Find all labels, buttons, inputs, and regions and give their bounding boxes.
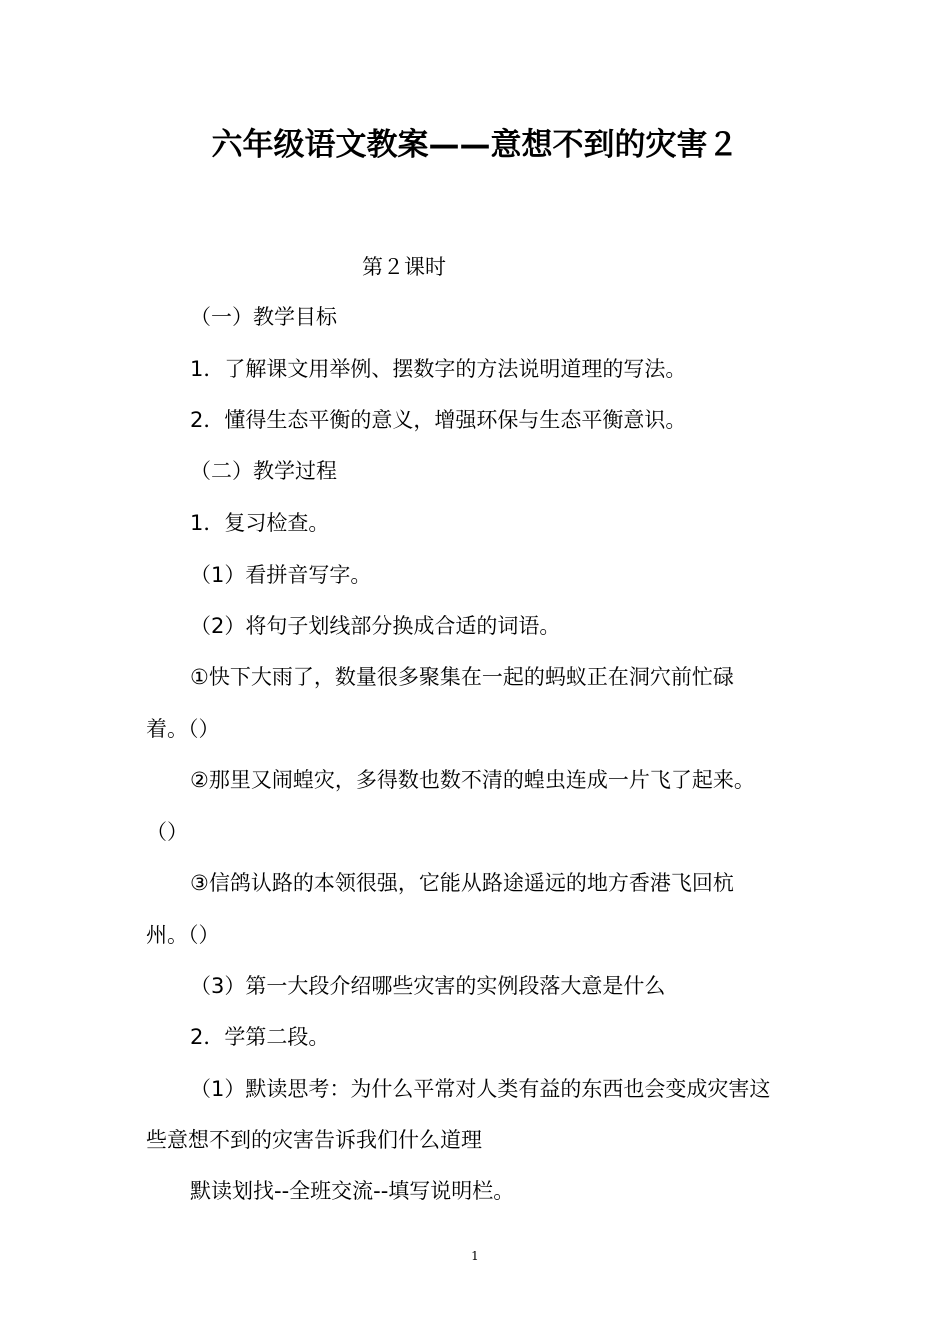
exercise-sentence: ②那里又闹蝗灾，多得数也数不清的蝗虫连成一片飞了起来。 bbox=[190, 768, 755, 792]
exercise-sentence: ①快下大雨了，数量很多聚集在一起的蚂蚁正在洞穴前忙碌 bbox=[190, 665, 734, 689]
page-number: 1 bbox=[471, 1249, 479, 1263]
section-heading-process: （二）教学过程 bbox=[190, 459, 337, 483]
process-substep-continued: 些意想不到的灾害告诉我们什么道理 bbox=[146, 1128, 482, 1152]
activity-line: 默读划找--全班交流--填写说明栏。 bbox=[190, 1179, 515, 1203]
process-substep: （1）看拼音写字。 bbox=[190, 563, 372, 587]
process-step: 2．学第二段。 bbox=[190, 1025, 330, 1049]
document-title: 六年级语文教案——意想不到的灾害２ bbox=[211, 127, 739, 163]
exercise-sentence-continued: 着。（） bbox=[146, 717, 220, 741]
process-substep: （3）第一大段介绍哪些灾害的实例段落大意是什么 bbox=[190, 974, 666, 998]
section-heading-objectives: （一）教学目标 bbox=[190, 305, 337, 329]
objective-item: 2．懂得生态平衡的意义，增强环保与生态平衡意识。 bbox=[190, 408, 687, 432]
exercise-sentence-continued: （） bbox=[146, 820, 188, 844]
process-substep: （1）默读思考：为什么平常对人类有益的东西也会变成灾害这 bbox=[190, 1077, 771, 1101]
process-step: 1．复习检查。 bbox=[190, 511, 330, 535]
exercise-sentence-continued: 州。（） bbox=[146, 923, 220, 947]
exercise-sentence: ③信鸽认路的本领很强，它能从路途遥远的地方香港飞回杭 bbox=[190, 871, 734, 895]
lesson-heading: 第２课时 bbox=[362, 255, 446, 279]
process-substep: （2）将句子划线部分换成合适的词语。 bbox=[190, 614, 561, 638]
objective-item: 1．了解课文用举例、摆数字的方法说明道理的写法。 bbox=[190, 357, 687, 381]
